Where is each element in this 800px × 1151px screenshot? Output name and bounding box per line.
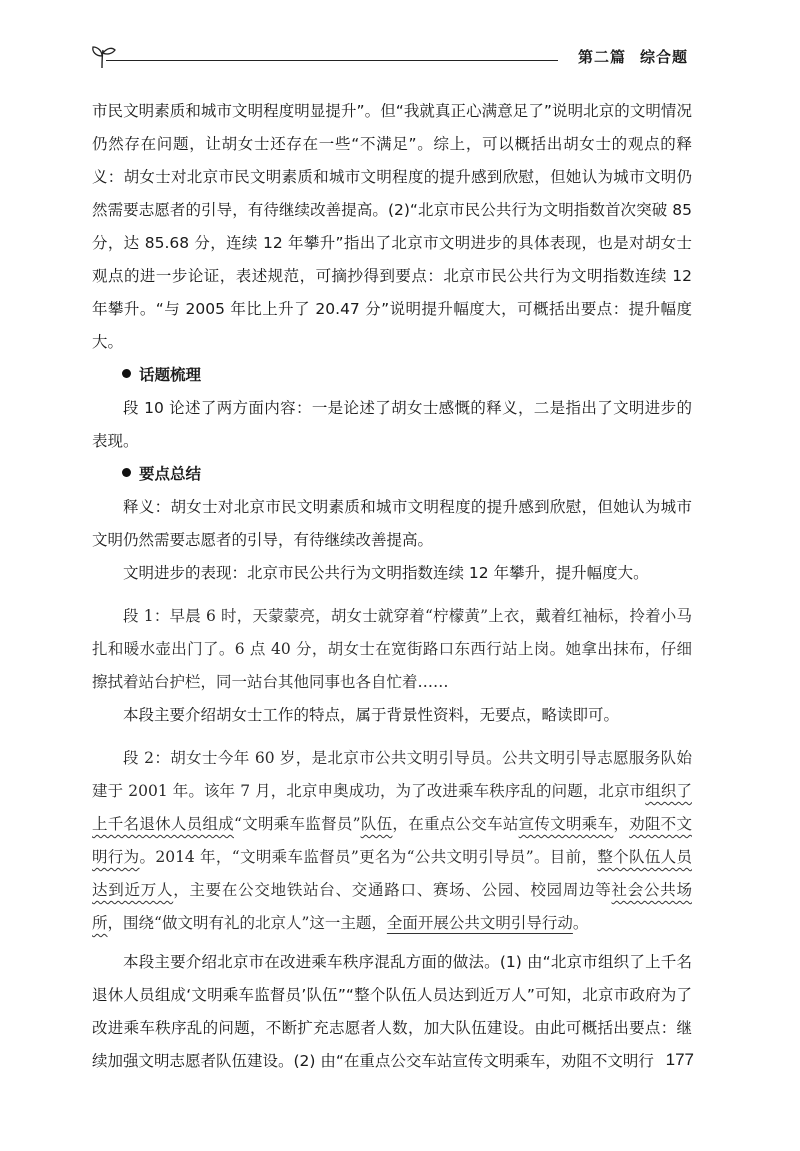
quote2-underlined-promote: 宣传文明乘车 xyxy=(518,815,614,833)
header-rule xyxy=(106,60,558,61)
quote2-underlined-organize: 组织了上千名退休人员组成 xyxy=(92,782,692,833)
paragraph-analysis-3: 本段主要介绍北京市在改进乘车秩序混乱方面的做法。(1) 由“北京市组织了上千名退休人员组成‘文明乘车监督员’队伍”“整个队伍人员达到近万人”可知，北京市政府为了改进乘车秩序乱的问题，不断扩充志愿者人数，加大队伍建设。由此可概括出要点：继续加强文明志愿者队伍建设。(2) 由“在重点公交车站宣传文明乘车，劝阻不文明行 xyxy=(92,953,692,1070)
quote2-text: ，围绕“做文明有礼的北京人”这一主题， xyxy=(107,914,387,932)
page-number: 177 xyxy=(665,1050,694,1069)
header-title xyxy=(578,46,688,67)
header-section: 综合题 xyxy=(639,48,688,66)
quote2-text: ，主要在公交地铁站台、交通路口、赛场、公园、校园周边等 xyxy=(173,881,612,899)
quote-paragraph-1: 段 1：早晨 6 时，天蒙蒙亮，胡女士就穿着“柠檬黄”上衣，戴着红袖标，拎着小马扎和暖水壶出门了。6 点 40 分，胡女士在宽街路口东西行站上岗。她拿出抹布，仔细擦拭着站台护栏，同一站台其他同事也各自忙着…… xyxy=(92,607,692,691)
page-header xyxy=(88,36,688,76)
heading-key-points-label: 要点总结 xyxy=(139,465,202,483)
page-body xyxy=(92,95,692,1078)
paragraph-topic-review: 段 10 论述了两方面内容：一是论述了胡女士感慨的释义，二是指出了文明进步的表现。 xyxy=(92,399,692,450)
paragraph-analysis-1: 市民文明素质和城市文明程度明显提升”。但“我就真正心满意足了”说明北京的文明情况仍然存在问题，让胡女士还存在一些“不满足”。综上，可以概括出胡女士的观点的释义：胡女士对北京市民文明素质和城市文明程度的提升感到欣慰，但她认为城市文明仍然需要志愿者的引导，有待继续改善提高。(2)“北京市民公共行为文明指数首次突破 85 分，达 85.68 分，连续 12 年攀升”指出了北京市文明进步的具体表现，也是对胡女士观点的进一步论证，表述规范，可摘抄得到要点：北京市民公共行为文明指数连续 12 年攀升。“与 2005 年比上升了 20.47 分”说明提升幅度大，可概括出要点：提升幅度大。 xyxy=(92,102,692,351)
header-part: 第二篇 xyxy=(577,48,626,66)
bullet-dot-icon xyxy=(122,369,131,378)
quote2-underlined-public-places: 社会公共场所 xyxy=(92,881,692,932)
leaf-sprout-icon xyxy=(88,42,118,70)
paragraph-analysis-2: 本段主要介绍胡女士工作的特点，属于背景性资料，无要点，略读即可。 xyxy=(123,706,620,724)
quote2-underlined-campaign: 全面开展公共文明引导行动 xyxy=(386,914,573,932)
quote2-underlined-dissuade: 劝阻不文明行为 xyxy=(92,815,692,866)
quote2-text: 。 xyxy=(572,914,589,932)
quote2-underlined-team: 队伍 xyxy=(360,815,393,833)
paragraph-key-point-definition: 释义：胡女士对北京市民文明素质和城市文明程度的提升感到欣慰，但她认为城市文明仍然需要志愿者的引导，有待继续改善提高。 xyxy=(92,498,692,549)
quote2-text: ， xyxy=(613,815,630,833)
quote2-underlined-size: 整个队伍人员达到近万人 xyxy=(92,848,692,899)
heading-topic-review xyxy=(92,359,692,392)
quote-paragraph-2 xyxy=(92,742,692,940)
bullet-dot-icon xyxy=(122,468,131,477)
heading-key-points xyxy=(92,458,692,491)
quote2-text: 段 2：胡女士今年 60 岁，是北京市公共文明引导员。公共文明引导志愿服务队始建于 2001 年。该年 7 月，北京申奥成功，为了改进乘车秩序乱的问题，北京市 xyxy=(92,749,692,800)
quote2-text: ，在重点公交车站 xyxy=(392,815,519,833)
paragraph-key-point-progress: 文明进步的表现：北京市民公共行为文明指数连续 12 年攀升，提升幅度大。 xyxy=(123,564,649,582)
quote2-text: “文明乘车监督员” xyxy=(234,815,361,833)
heading-topic-review-label: 话题梳理 xyxy=(139,366,202,384)
quote2-text: 。2014 年，“文明乘车监督员”更名为“公共文明引导员”。目前， xyxy=(139,848,598,866)
